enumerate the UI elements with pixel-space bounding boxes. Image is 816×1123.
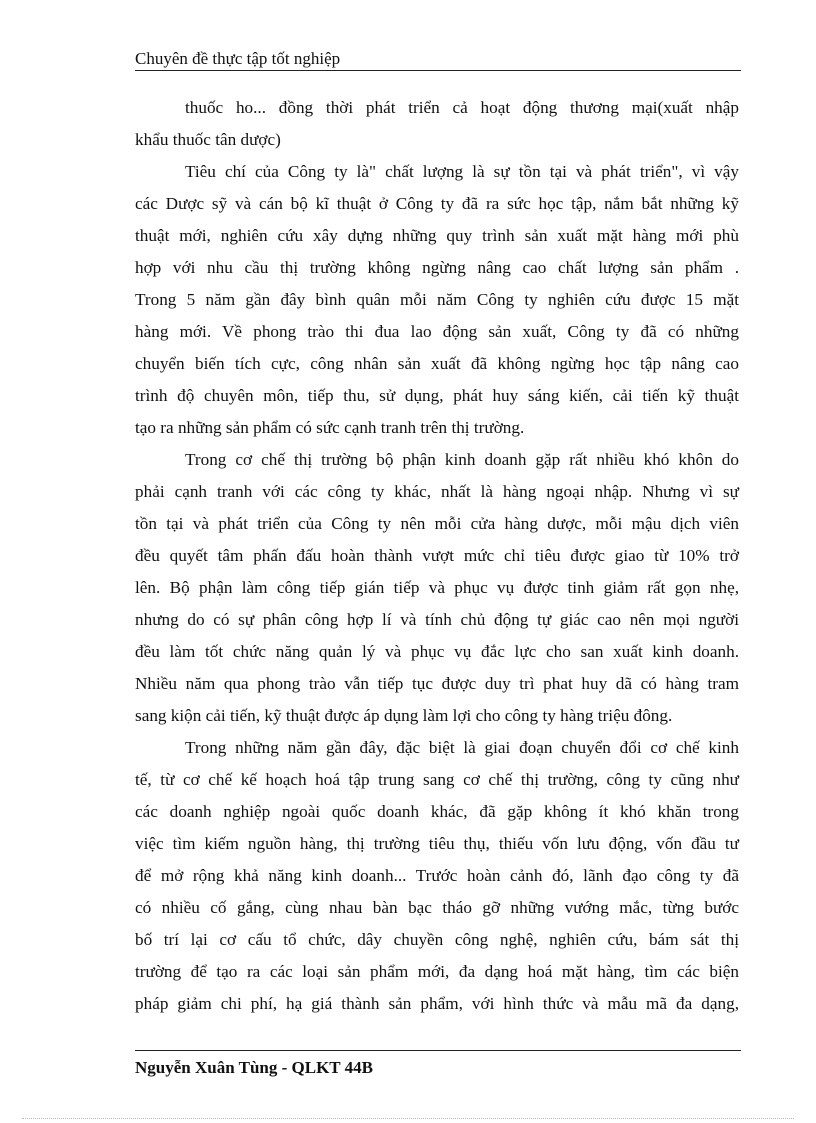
text-line: đều quyết tâm phấn đấu hoàn thành vượt mức chỉ tiêu được giao từ 10% trở — [135, 546, 739, 565]
text-line: sang kiộn cải tiến, kỹ thuật được áp dụng làm lợi cho công ty hàng triệu đông. — [135, 706, 673, 725]
text-line: thuốc ho... đồng thời phát triển cả hoạt động thương mại(xuất nhập — [185, 98, 739, 117]
text-line: phải cạnh tranh với các công ty khác, nhất là hàng ngoại nhập. Nhưng vì sự — [135, 482, 739, 501]
text-line: hợp với nhu cầu thị trường không ngừng nâng cao chất lượng sản phẩm . — [135, 258, 739, 277]
text-line: Trong cơ chế thị trường bộ phận kinh doanh gặp rất nhiều khó khôn do — [185, 450, 739, 469]
text-line: trình độ chuyên môn, tiếp thu, sử dụng, phát huy sáng kiến, cải tiến kỹ thuật — [135, 386, 739, 405]
text-line: tồn tại và phát triển của Công ty nên mỗi cửa hàng dược, mỗi mậu dịch viên — [135, 514, 739, 533]
text-line: để mở rộng khả năng kinh doanh... Trước hoàn cảnh đó, lãnh đạo công ty đã — [135, 866, 739, 885]
text-line: lên. Bộ phận làm công tiếp gián tiếp và phục vụ được tinh giảm rất gọn nhẹ, — [135, 578, 739, 597]
text-line: chuyển biến tích cực, công nhân sản xuất đã không ngừng học tập nâng cao — [135, 354, 739, 373]
body-text — [135, 92, 739, 1020]
document-title: Chuyên đề thực tập tốt nghiệp — [135, 49, 341, 68]
text-line: thuật mới, nghiên cứu xây dựng những quy trình sản xuất mặt hàng mới phù — [135, 226, 739, 245]
text-line: tế, từ cơ chế kế hoạch hoá tập trung sang cơ chế thị trường, công ty cũng như — [135, 770, 739, 789]
text-line: việc tìm kiếm nguồn hàng, thị trường tiêu thụ, thiếu vốn lưu động, vốn đầu tư — [135, 834, 739, 853]
footer-author: Nguyễn Xuân Tùng - QLKT 44B — [135, 1058, 373, 1077]
page-header — [135, 48, 741, 71]
page-bottom-edge — [22, 1118, 794, 1119]
text-line: Trong những năm gần đây, đặc biệt là giai đoạn chuyển đổi cơ chế kinh — [185, 738, 739, 757]
text-line: có nhiều cố gắng, cùng nhau bàn bạc tháo gỡ những vướng mắc, từng bước — [135, 898, 739, 917]
text-line: khẩu thuốc tân dược) — [135, 130, 281, 149]
text-line: bố trí lại cơ cấu tổ chức, dây chuyền công nghệ, nghiên cứu, bám sát thị — [135, 930, 739, 949]
page-footer — [135, 1050, 741, 1079]
text-line: Trong 5 năm gần đây bình quân mỗi năm Công ty nghiên cứu được 15 mặt — [135, 290, 739, 309]
text-line: Nhiều năm qua phong trào vẫn tiếp tục được duy trì phat huy dã có hàng tram — [135, 674, 739, 693]
text-line: đều làm tốt chức năng quản lý và phục vụ đắc lực cho san xuất kinh doanh. — [135, 642, 739, 661]
text-line: các Dược sỹ và cán bộ kĩ thuật ở Công ty đã ra sức học tập, nắm bắt những kỹ — [135, 194, 739, 213]
text-line: pháp giảm chi phí, hạ giá thành sản phẩm, với hình thức và mẫu mã đa dạng, — [135, 994, 739, 1013]
text-line: Tiêu chí của Công ty là" chất lượng là sự tồn tại và phát triển", vì vậy — [185, 162, 739, 181]
text-line: tạo ra những sản phẩm có sức cạnh tranh trên thị trường. — [135, 418, 525, 437]
text-line: trường để tạo ra các loại sản phẩm mới, đa dạng hoá mặt hàng, tìm các biện — [135, 962, 739, 981]
text-line: nhưng do có sự phân công hợp lí và tính chủ động tự giác cao nên mọi người — [135, 610, 739, 629]
text-line: các doanh nghiệp ngoài quốc doanh khác, đã gặp không ít khó khăn trong — [135, 802, 739, 821]
text-line: hàng mới. Về phong trào thi đua lao động sản xuất, Công ty đã có những — [135, 322, 739, 341]
